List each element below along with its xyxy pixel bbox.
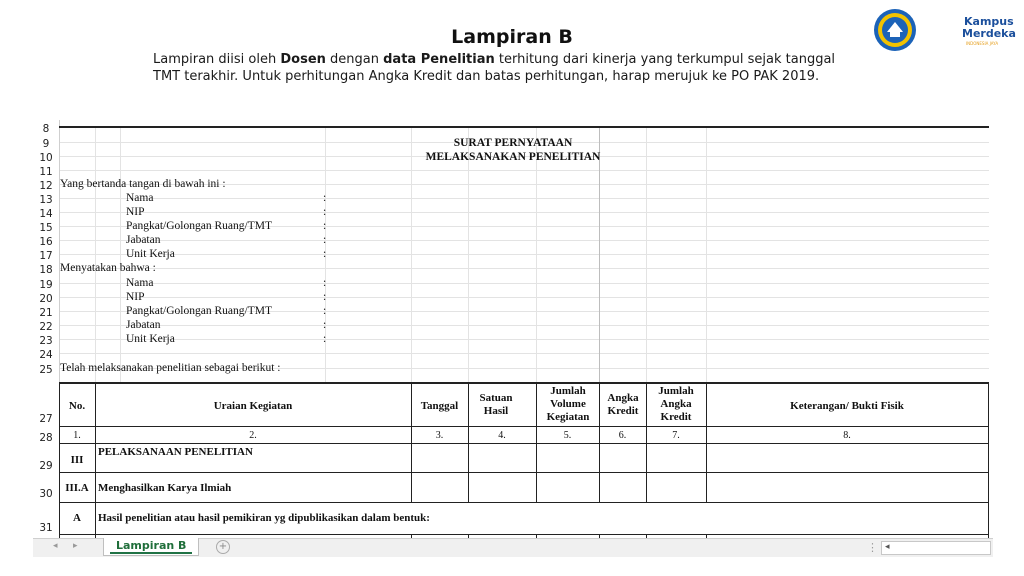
scroll-left-icon[interactable]: ◂ bbox=[885, 542, 890, 552]
slide-description: Lampiran diisi oleh Dosen dengan data Penelitian terhitung dari kinerja yang terkumpul sejak tanggal TMT terakhir. Untuk perhitungan Angka Kredit dan batas perhitungan, harap merujuk ke PO PAK 2019. bbox=[153, 52, 836, 84]
row-header[interactable]: 31 bbox=[39, 522, 53, 534]
row-header[interactable]: 12 bbox=[39, 180, 53, 192]
row-header[interactable]: 15 bbox=[39, 222, 53, 234]
tut-wuri-handayani-logo bbox=[873, 8, 917, 52]
row-header[interactable]: 24 bbox=[39, 349, 53, 361]
row-no: A bbox=[73, 512, 81, 524]
intro-text: Yang bertanda tangan di bawah ini : bbox=[60, 178, 226, 190]
col-number: 4. bbox=[498, 430, 506, 441]
subsection-title: Menghasilkan Karya Ilmiah bbox=[98, 482, 232, 494]
row-header[interactable]: 22 bbox=[39, 321, 53, 333]
field-colon: : bbox=[323, 234, 327, 246]
col-header-tanggal: Tanggal bbox=[420, 400, 459, 412]
kampus-merdeka-logo bbox=[960, 12, 1020, 52]
row-header[interactable]: 16 bbox=[39, 236, 53, 248]
field-label: Jabatan bbox=[126, 319, 161, 331]
row-header[interactable]: 14 bbox=[39, 208, 53, 220]
row-no: III bbox=[70, 454, 84, 466]
row-header[interactable]: 30 bbox=[39, 488, 53, 500]
row-header[interactable]: 23 bbox=[39, 335, 53, 347]
col-header-volume: Jumlah Volume Kegiatan bbox=[546, 385, 590, 423]
col-number: 7. bbox=[672, 430, 680, 441]
svg-text:Kampus: Kampus bbox=[964, 15, 1014, 28]
row-header[interactable]: 27 bbox=[39, 413, 53, 425]
field-colon: : bbox=[323, 319, 327, 331]
col-header-keterangan: Keterangan/ Bukti Fisik bbox=[790, 400, 904, 412]
statement-text: Menyatakan bahwa : bbox=[60, 262, 156, 274]
row-header[interactable]: 9 bbox=[42, 138, 50, 150]
svg-text:INDONESIA JAYA: INDONESIA JAYA bbox=[966, 41, 999, 46]
col-header-jumlah-ak: Jumlah Angka Kredit bbox=[658, 385, 694, 423]
col-header-satuan: Satuan Hasil bbox=[479, 392, 513, 417]
row-header[interactable]: 19 bbox=[39, 279, 53, 291]
col-number: 3. bbox=[435, 430, 444, 441]
item-title: Hasil penelitian atau hasil pemikiran yg dipublikasikan dalam bentuk: bbox=[98, 512, 430, 524]
field-label: Jabatan bbox=[126, 234, 161, 246]
field-label: Pangkat/Golongan Ruang/TMT bbox=[126, 305, 272, 317]
horizontal-scrollbar[interactable] bbox=[881, 541, 991, 555]
field-colon: : bbox=[323, 291, 327, 303]
row-header[interactable]: 18 bbox=[39, 264, 53, 276]
sheet-tab-bar bbox=[33, 538, 993, 557]
col-number: 6. bbox=[618, 430, 627, 441]
prev-sheet-icon[interactable]: ◂ bbox=[53, 541, 58, 551]
field-label: NIP bbox=[126, 206, 145, 218]
spreadsheet-grid[interactable] bbox=[33, 120, 990, 555]
doc-title: SURAT PERNYATAAN bbox=[453, 137, 573, 149]
svg-text:Merdeka: Merdeka bbox=[962, 27, 1016, 40]
col-number: 2. bbox=[249, 430, 257, 441]
field-label: Nama bbox=[126, 192, 154, 204]
col-number: 5. bbox=[563, 430, 572, 441]
field-label: Pangkat/Golongan Ruang/TMT bbox=[126, 220, 272, 232]
row-header[interactable]: 21 bbox=[39, 307, 53, 319]
field-label: Unit Kerja bbox=[126, 248, 175, 260]
tab-split-handle-icon[interactable]: ⋮ bbox=[867, 541, 878, 554]
field-colon: : bbox=[323, 192, 327, 204]
row-header[interactable]: 13 bbox=[39, 194, 53, 206]
col-header-no: No. bbox=[68, 400, 86, 412]
row-header[interactable]: 29 bbox=[39, 460, 53, 472]
add-sheet-icon[interactable]: + bbox=[216, 540, 230, 554]
col-header-uraian: Uraian Kegiatan bbox=[213, 400, 293, 412]
doc-subtitle: MELAKSANAKAN PENELITIAN bbox=[425, 151, 601, 163]
field-colon: : bbox=[323, 206, 327, 218]
col-number: 1. bbox=[73, 430, 81, 441]
row-header[interactable]: 8 bbox=[42, 123, 50, 135]
row-no: III.A bbox=[65, 482, 89, 494]
sheet-tab-lampiran-b[interactable]: Lampiran B bbox=[103, 538, 199, 556]
row-header[interactable]: 11 bbox=[39, 166, 53, 178]
field-label: Unit Kerja bbox=[126, 333, 175, 345]
field-colon: : bbox=[323, 220, 327, 232]
field-colon: : bbox=[323, 248, 327, 260]
next-sheet-icon[interactable]: ▸ bbox=[73, 541, 78, 551]
field-label: NIP bbox=[126, 291, 145, 303]
col-number: 8. bbox=[843, 430, 851, 441]
row-header[interactable]: 10 bbox=[39, 152, 53, 164]
slide-title: Lampiran B bbox=[451, 26, 573, 48]
field-colon: : bbox=[323, 333, 327, 345]
section-title: PELAKSANAAN PENELITIAN bbox=[98, 446, 253, 458]
row-header[interactable]: 17 bbox=[39, 250, 53, 262]
row-header[interactable]: 20 bbox=[39, 293, 53, 305]
row-header[interactable]: 28 bbox=[39, 432, 53, 444]
row-header[interactable]: 25 bbox=[39, 364, 53, 376]
field-colon: : bbox=[323, 305, 327, 317]
done-text: Telah melaksanakan penelitian sebagai berikut : bbox=[60, 362, 281, 374]
col-header-angka-kredit: Angka Kredit bbox=[607, 392, 639, 417]
field-colon: : bbox=[323, 277, 327, 289]
field-label: Nama bbox=[126, 277, 154, 289]
